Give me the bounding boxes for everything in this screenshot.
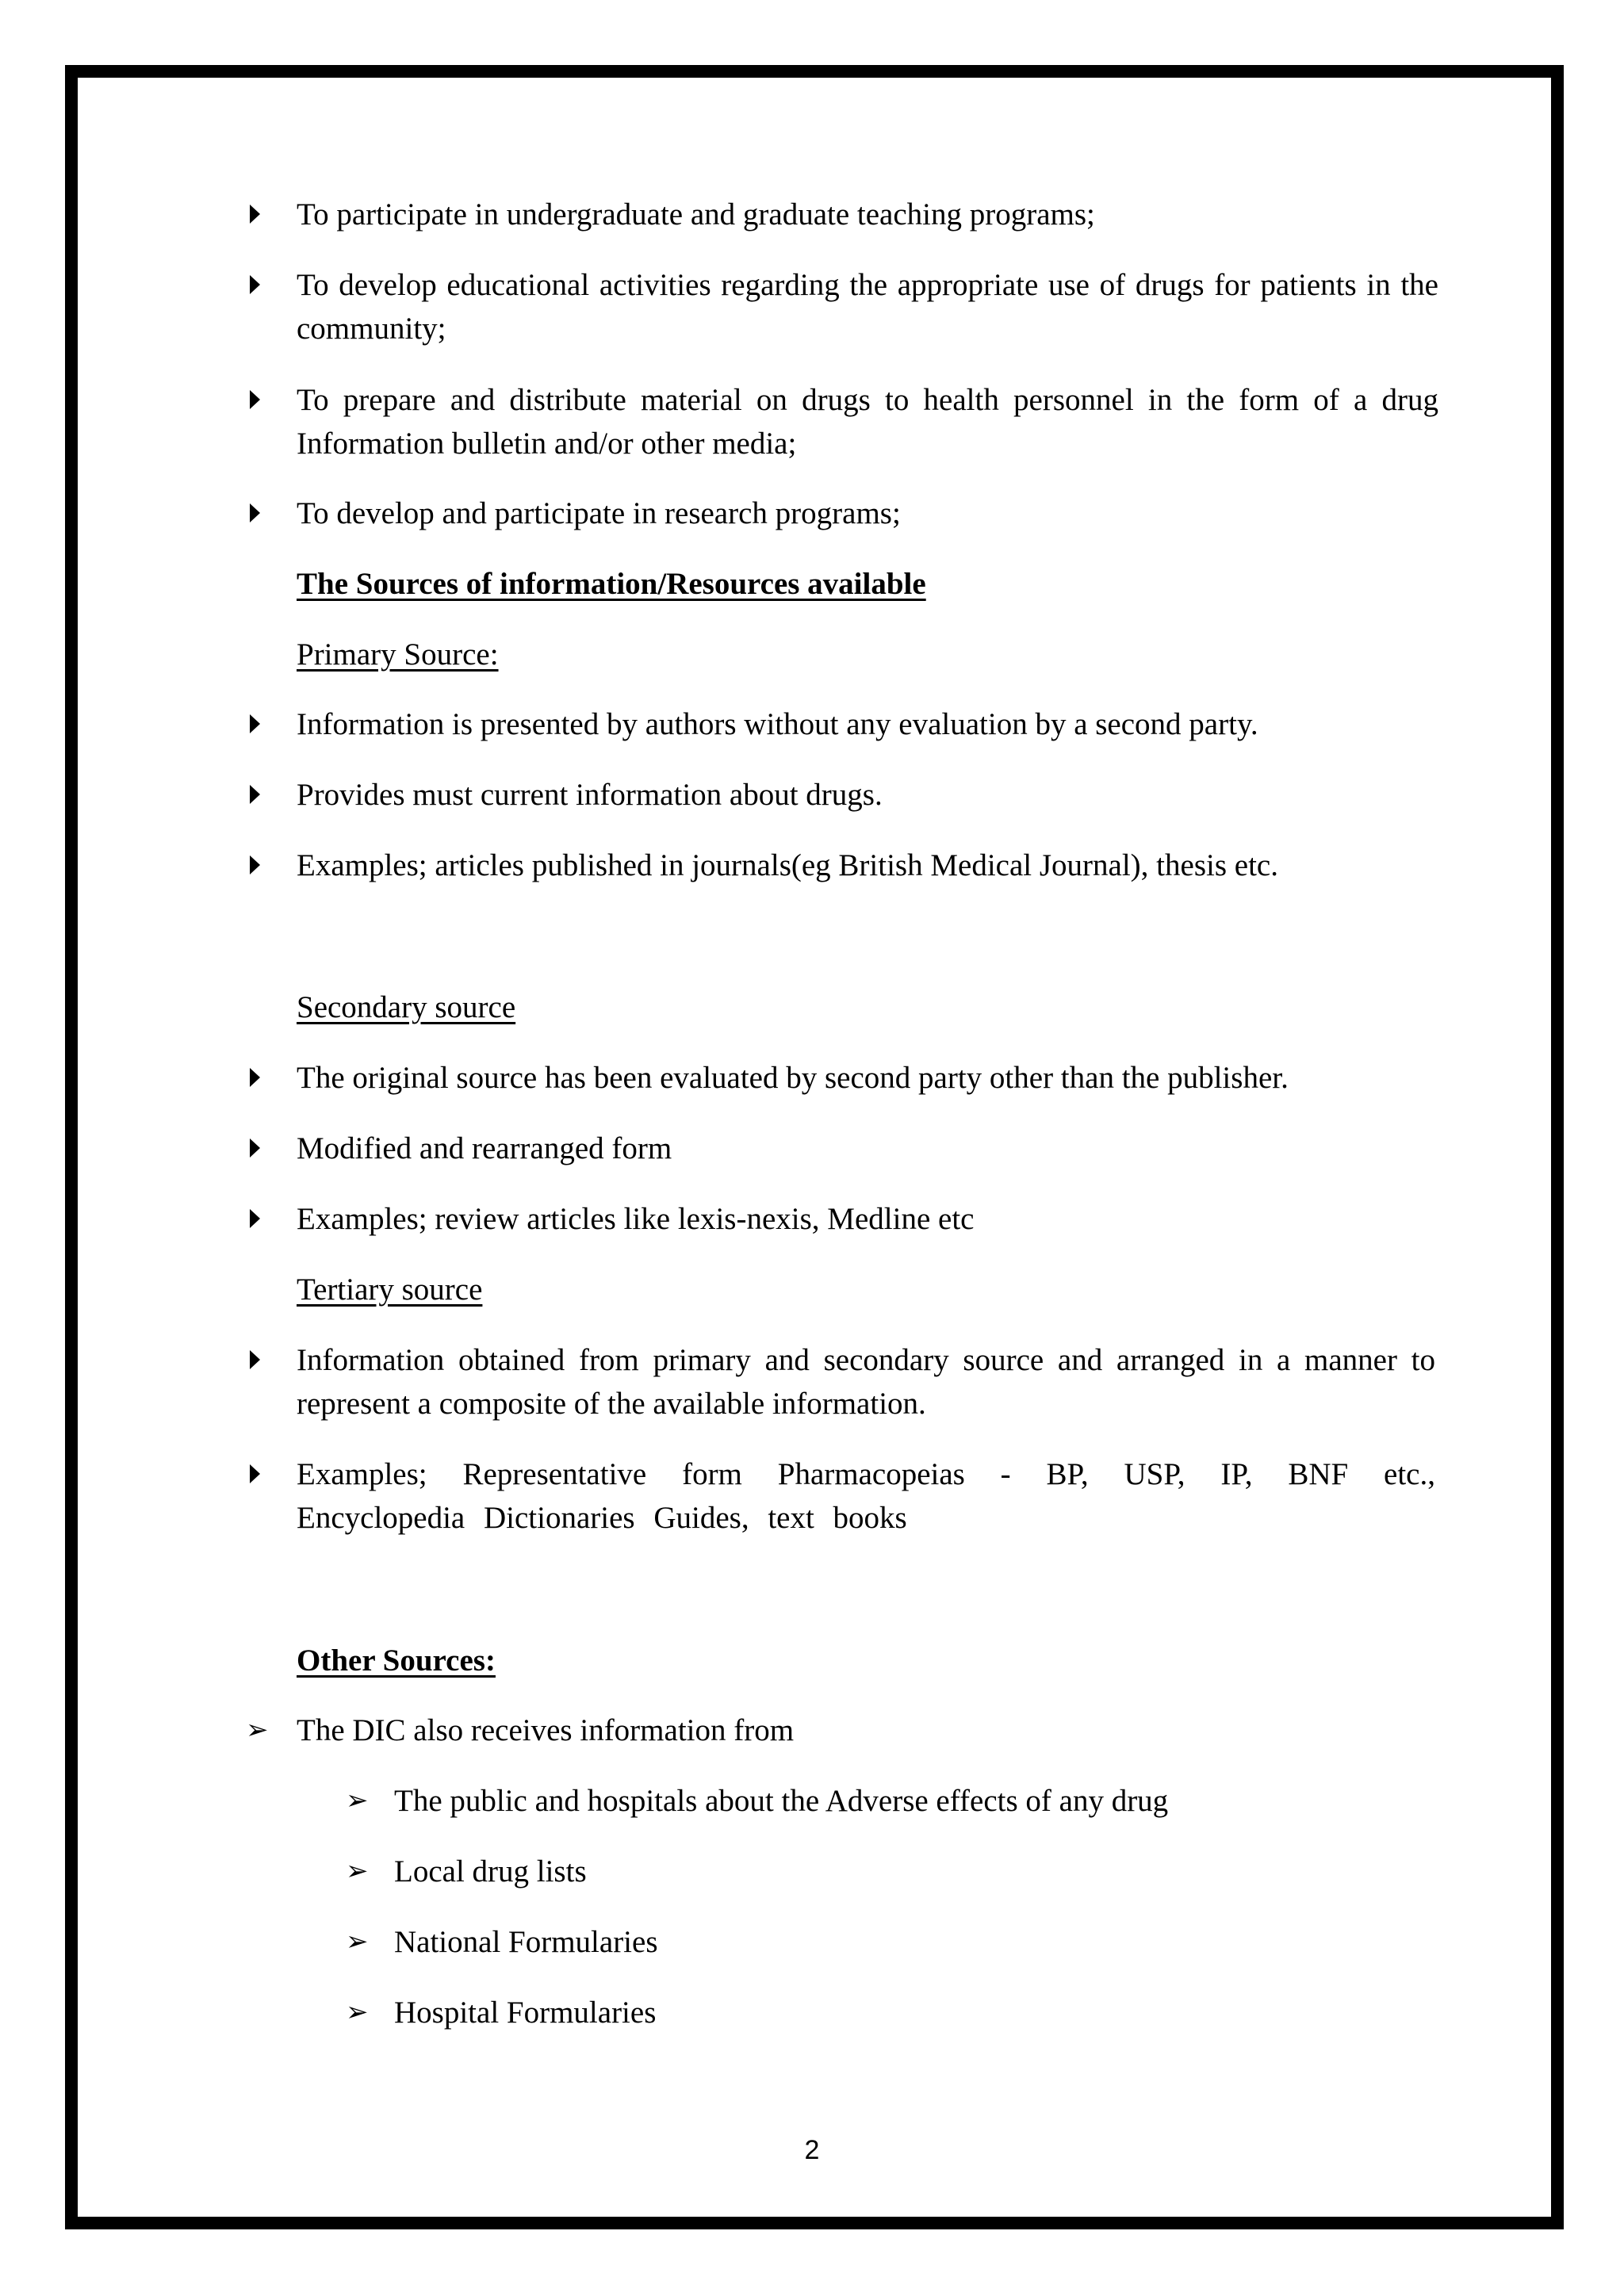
triangle-bullet-icon: [250, 1209, 260, 1228]
triangle-bullet-icon: [250, 1138, 260, 1158]
arrow-bullet-icon: ➢: [346, 1926, 369, 1957]
tertiary-source-item: Information obtained from primary and secondary source and arranged in a manner to represent a composite of the available information.: [297, 1343, 1435, 1421]
triangle-bullet-icon: [250, 714, 260, 733]
other-sources-lead: The DIC also receives information from: [297, 1713, 795, 1747]
other-sources-heading: Other Sources:: [297, 1644, 496, 1678]
triangle-bullet-icon: [250, 205, 260, 224]
triangle-bullet-icon: [250, 275, 260, 294]
objective-item: To prepare and distribute material on drugs to health personnel in the form of a drug Information bulletin and/or other media;: [297, 383, 1438, 461]
triangle-bullet-icon: [250, 855, 260, 874]
secondary-source-item: Examples; review articles like lexis-nexis, Medline etc: [297, 1202, 975, 1236]
other-source-subitem: Local drug lists: [394, 1854, 587, 1888]
arrow-bullet-icon: ➢: [346, 1996, 369, 2028]
primary-source-item: Information is presented by authors without any evaluation by a second party.: [297, 707, 1258, 741]
objective-item: To develop and participate in research programs;: [297, 496, 901, 530]
primary-source-item: Examples; articles published in journals(eg British Medical Journal), thesis etc.: [297, 848, 1278, 882]
secondary-source-item: Modified and rearranged form: [297, 1131, 672, 1165]
other-source-subitem: The public and hospitals about the Adverse effects of any drug: [394, 1784, 1169, 1818]
tertiary-source-item: Examples; Representative form Pharmacopeias - BP, USP, IP, BNF etc., Encyclopedia Dictionaries Guides, text books: [297, 1457, 1435, 1535]
objective-item: To participate in undergraduate and graduate teaching programs;: [297, 197, 1095, 232]
arrow-bullet-icon: ➢: [346, 1785, 369, 1816]
arrow-bullet-icon: ➢: [246, 1714, 269, 1746]
primary-source-heading: Primary Source:: [297, 637, 499, 672]
triangle-bullet-icon: [250, 1068, 260, 1087]
triangle-bullet-icon: [250, 1350, 260, 1369]
other-source-subitem: Hospital Formularies: [394, 1996, 657, 2030]
triangle-bullet-icon: [250, 785, 260, 804]
arrow-bullet-icon: ➢: [346, 1855, 369, 1887]
triangle-bullet-icon: [250, 503, 260, 522]
page-number: 2: [804, 2135, 820, 2165]
triangle-bullet-icon: [250, 1464, 260, 1483]
secondary-source-item: The original source has been evaluated by second party other than the publisher.: [297, 1061, 1289, 1095]
primary-source-item: Provides must current information about drugs.: [297, 778, 883, 812]
other-source-subitem: National Formularies: [394, 1925, 658, 1959]
triangle-bullet-icon: [250, 390, 260, 409]
objective-item: To develop educational activities regarding the appropriate use of drugs for patients in the community;: [297, 268, 1438, 346]
secondary-source-heading: Secondary source: [297, 990, 516, 1024]
sources-heading: The Sources of information/Resources available: [297, 567, 926, 601]
tertiary-source-heading: Tertiary source: [297, 1272, 483, 1307]
